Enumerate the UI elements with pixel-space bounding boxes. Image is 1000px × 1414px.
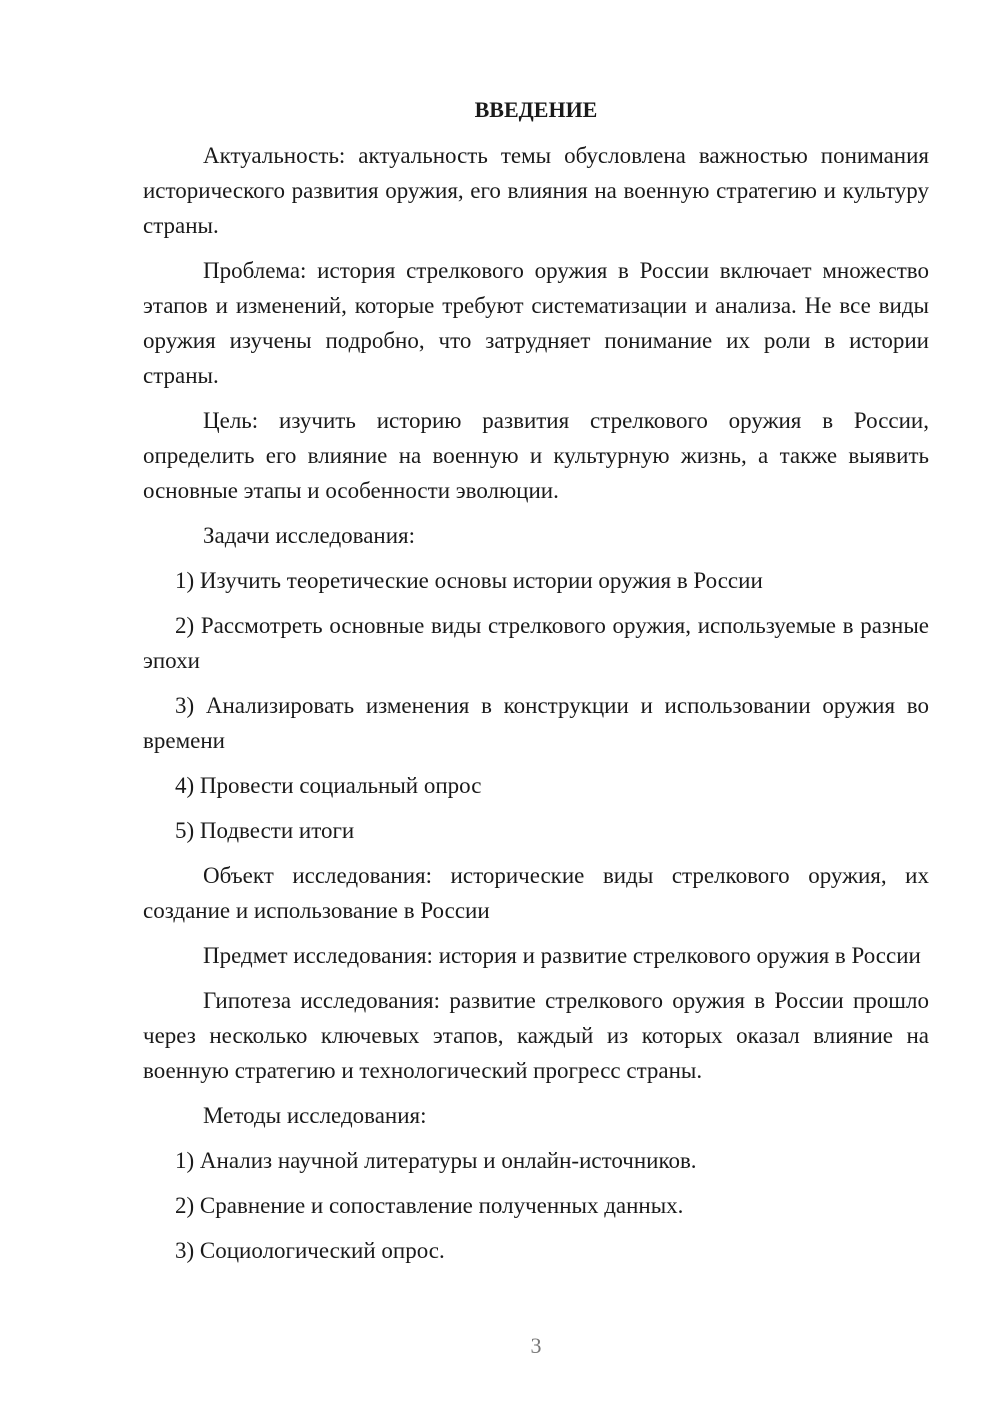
tasks-heading: Задачи исследования: — [203, 523, 416, 548]
document-page — [143, 92, 929, 1278]
method-item: 3) Социологический опрос. — [175, 1238, 445, 1263]
page-number: 3 — [530, 1333, 542, 1358]
method-item: 2) Сравнение и сопоставление полученных данных. — [175, 1193, 684, 1218]
subject-paragraph: Предмет исследования: история и развитие стрелкового оружия в России — [203, 943, 921, 968]
relevance-paragraph: Актуальность: актуальность темы обусловлена важностью понимания исторического развития оружия, его влияния на военную стратегию и культуру страны. — [143, 143, 929, 238]
section-title: ВВЕДЕНИЕ — [474, 97, 598, 122]
goal-paragraph: Цель: изучить историю развития стрелкового оружия в России, определить его влияние на военную и культурную жизнь, а также выявить основные этапы и особенности эволюции. — [143, 408, 929, 503]
task-item: 5) Подвести итоги — [175, 818, 355, 843]
task-item: 2) Рассмотреть основные виды стрелкового оружия, используемые в разные эпохи — [143, 613, 929, 673]
object-paragraph: Объект исследования: исторические виды стрелкового оружия, их создание и использование в России — [143, 863, 929, 923]
methods-heading: Методы исследования: — [203, 1103, 427, 1128]
method-item: 1) Анализ научной литературы и онлайн-источников. — [175, 1148, 697, 1173]
task-item: 4) Провести социальный опрос — [175, 773, 482, 798]
hypothesis-paragraph: Гипотеза исследования: развитие стрелкового оружия в России прошло через несколько ключевых этапов, каждый из которых оказал влияние на военную стратегию и технологический прогресс страны. — [143, 988, 929, 1083]
problem-paragraph: Проблема: история стрелкового оружия в России включает множество этапов и изменений, которые требуют систематизации и анализа. Не все виды оружия изучены подробно, что затрудняет понимание их роли в истории страны. — [143, 258, 929, 388]
task-item: 3) Анализировать изменения в конструкции и использовании оружия во времени — [143, 693, 929, 753]
task-item: 1) Изучить теоретические основы истории оружия в России — [175, 568, 763, 593]
